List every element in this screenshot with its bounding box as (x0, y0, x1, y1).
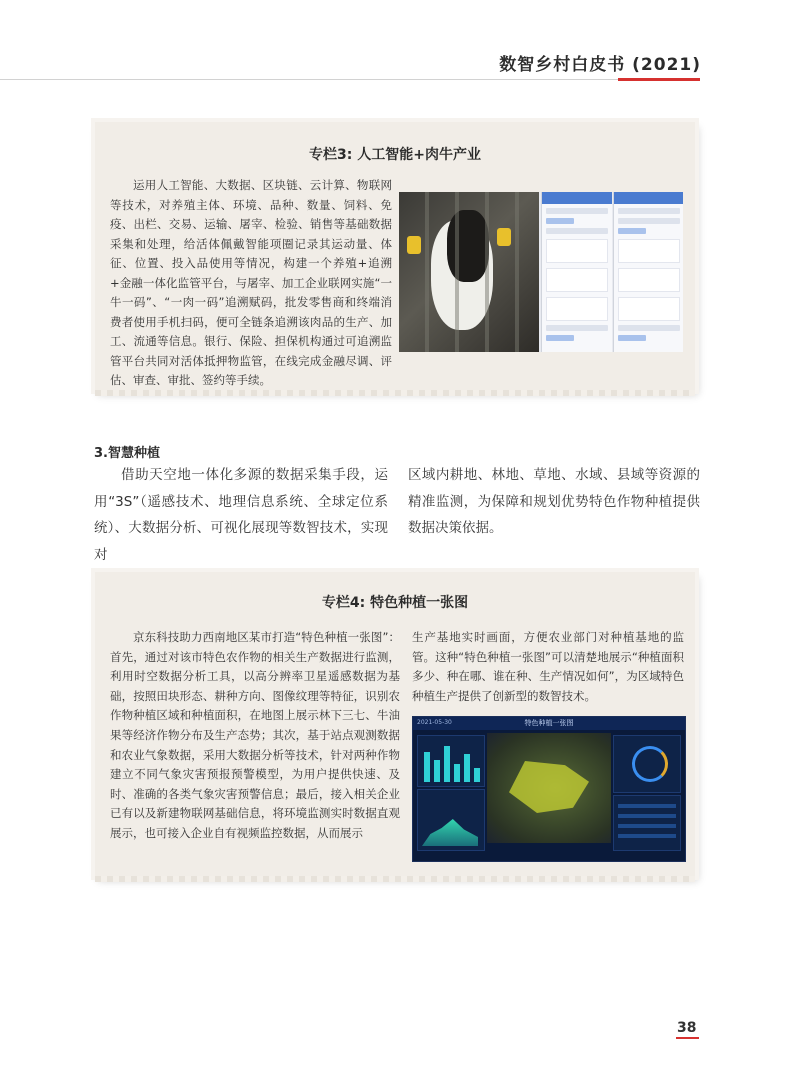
body-text-right: 区域内耕地、林地、草地、水域、县域等资源的精准监测，为保障和规划优势特色作物种植提供数据决策依据。 (408, 467, 700, 536)
box4-text-right: 生产基地实时画面，方便农业部门对种植基地的监管。这种“特色种植一张图”可以清楚地展示“种植面积多少、种在哪、谁在种、生产情况如何”，为区域特色种植生产提供了创新型的数智技术。 (412, 630, 684, 703)
page-number-underline (676, 1037, 699, 1039)
feature-box-4 (95, 572, 695, 876)
box4-title: 专栏4: 特色种植一张图 (321, 595, 469, 611)
app-screenshot (613, 192, 683, 352)
planting-dashboard-screenshot (412, 716, 686, 862)
section-heading: 3.智慧种植 (94, 446, 160, 461)
page-number: 38 (677, 1020, 697, 1036)
area-chart-shape (422, 816, 478, 846)
box3-title: 专栏3: 人工智能+肉牛产业 (309, 147, 481, 163)
dashboard-bar-panel (417, 735, 485, 787)
dashboard-ring-panel (613, 735, 681, 793)
header-accent-bar (618, 78, 700, 81)
fence-bars (399, 192, 539, 352)
ring-chart-icon (632, 746, 668, 782)
box4-text-left: 京东科技助力西南地区某市打造“特色种植一张图”：首先，通过对该市特色农作物的相关生产数据进行监测，利用时空数据分析工具，以高分辨率卫星遥感数据为基础，按照田块形态、耕种方向、图像纹理等特征，识别农作物种植区域和种植面积，在地图上展示林下三七、牛油果等经济作物分布及生产态势；其次，基于站点观测数据和农业气象数据，采用大数据分析等技术，针对两种作物建立不同气象灾害预报预警模型，为用户提供快速、及时、准确的各类气象灾害预警信息；最后，接入相关企业已有以及新建物联网基础信息，将环境监测实时数据直观展示，也可接入企业自有视频监控数据，从而展示 (110, 630, 400, 840)
planting-region-overlay (509, 761, 589, 813)
box3-text: 运用人工智能、大数据、区块链、云计算、物联网等技术，对养殖主体、环境、品种、数量、饲料、免疫、出栏、交易、运输、屠宰、检验、销售等基础数据采集和处理，给活体佩戴智能项圈记录其运动量、体征、位置、投入品使用等情况，构建一个养殖+追溯+金融一体化监管平台，与屠宰、加工企业联网实施“一牛一码”、“一肉一码”追溯赋码，批发零售商和终端消费者使用手机扫码，便可全链条追溯该肉品的生产、加工、流通等信息。银行、保险、担保机构通过可追溯监管平台共同对活体抵押物监管，在线完成金融尽调、评估、审查、审批、签约等手续。 (110, 178, 392, 387)
feature-box-3 (95, 122, 695, 390)
body-text-left: 借助天空地一体化多源的数据采集手段，运用“3S”（遥感技术、地理信息系统、全球定位系统）、大数据分析、可视化展现等数智技术，实现对 (94, 467, 388, 563)
satellite-map (487, 733, 611, 843)
dashboard-area-panel (417, 789, 485, 851)
cow-image (399, 192, 539, 352)
running-header-title: 数智乡村白皮书 (2021) (499, 55, 701, 75)
dashboard-title: 特色种植一张图 (524, 719, 574, 727)
dashboard-date: 2021-05-30 (417, 719, 452, 726)
cattle-traceability-photo (399, 192, 683, 352)
app-screenshot (541, 192, 612, 352)
dashboard-header (413, 717, 685, 730)
header-divider (0, 79, 700, 80)
dashboard-list-panel (613, 795, 681, 851)
